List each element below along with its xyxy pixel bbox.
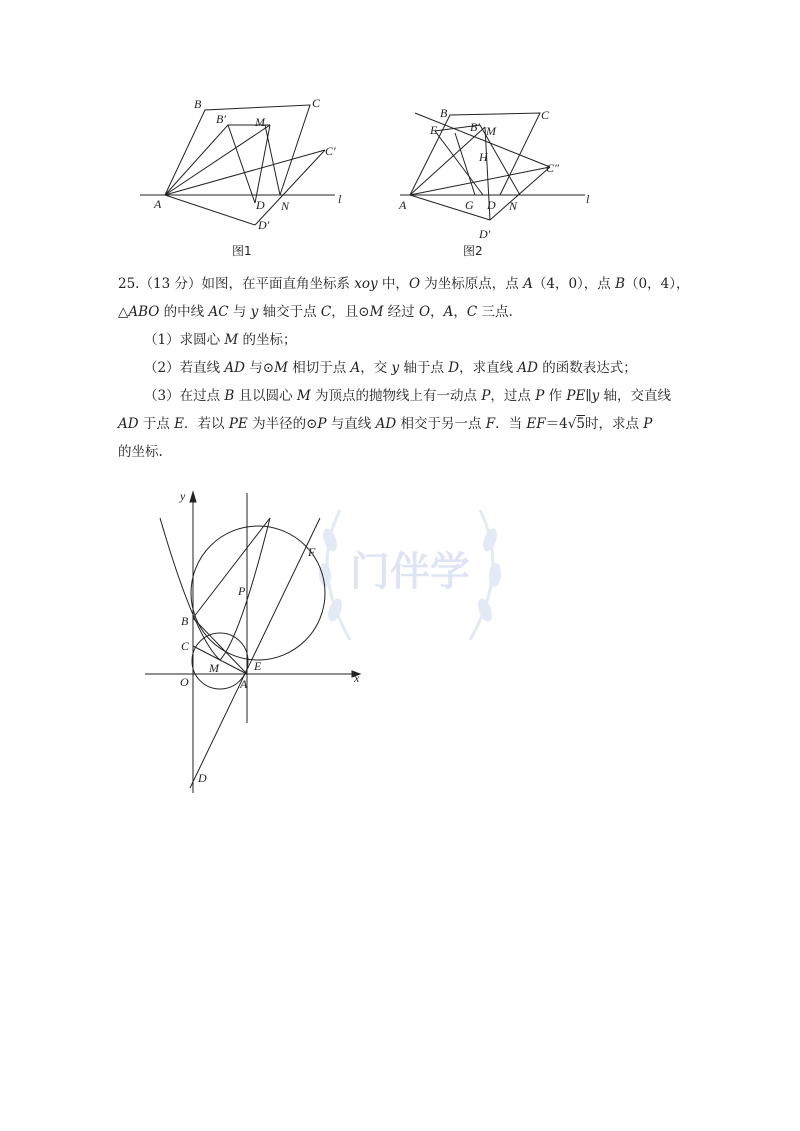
var: y <box>391 360 400 376</box>
problem-number: 25. <box>118 276 140 292</box>
var: EF <box>526 416 546 432</box>
fig2-label-N: N <box>509 199 518 213</box>
text: 中， <box>377 276 409 292</box>
text: ，交 <box>360 360 392 376</box>
var: D <box>448 360 460 376</box>
var: A <box>443 304 454 320</box>
question-3-line-3 <box>118 438 703 466</box>
var: PE <box>228 416 248 432</box>
var: M <box>296 388 311 404</box>
figure-1 <box>130 95 360 265</box>
var: P <box>317 416 327 432</box>
var: O <box>408 276 421 292</box>
var: xoy <box>354 276 378 292</box>
text: 相交于另一点 <box>396 416 486 432</box>
text: 与⊙ <box>244 360 275 376</box>
var: O <box>418 304 431 320</box>
var: F <box>485 416 496 432</box>
fig1-caption: 图1 <box>232 244 252 258</box>
fig2-label-C: C <box>541 108 550 122</box>
fig3-label-B: B <box>181 614 189 628</box>
text: 的坐标； <box>238 332 297 348</box>
var: M <box>369 304 384 320</box>
var: A <box>523 276 533 292</box>
text: ＝4√ <box>545 416 577 432</box>
fig1-label-D1: D′ <box>258 218 270 232</box>
text: （2）若直线 <box>144 360 225 376</box>
fig3-label-O: O <box>180 675 189 689</box>
text: △ <box>118 304 129 320</box>
text: 三点. <box>477 304 513 320</box>
fig3-label-y: y <box>180 489 186 503</box>
var: B <box>615 276 626 292</box>
text: （3）在过点 <box>144 388 225 404</box>
var: C <box>466 304 478 320</box>
fig1-label-D: D <box>256 198 265 212</box>
watermark-text: 门伴学 <box>350 549 470 595</box>
text: 与直线 <box>326 416 376 432</box>
text: ∥ <box>585 388 592 404</box>
text: 的中线 <box>159 304 209 320</box>
fig1-label-M: M <box>255 115 265 129</box>
problem-line-1 <box>118 270 703 298</box>
problem-score: （13 分） <box>139 276 202 292</box>
var: P <box>481 388 491 404</box>
problem-line-2 <box>118 298 703 326</box>
fig2-label-E: E <box>430 123 438 137</box>
var: ABO <box>128 304 160 320</box>
figure-3 <box>140 488 370 803</box>
text: 且以圆心 <box>234 388 297 404</box>
var: P <box>643 416 653 432</box>
var: M <box>224 332 239 348</box>
fig2-label-B1: B′ <box>470 120 480 134</box>
fig1-label-C: C <box>312 96 321 110</box>
fig2-label-G: G <box>465 198 474 212</box>
text: ， <box>430 304 444 320</box>
fig3-label-D: D <box>198 771 207 785</box>
text: 轴交于点 <box>258 304 321 320</box>
fig3-label-P: P <box>238 584 246 598</box>
text: 经过 <box>383 304 419 320</box>
fig2-label-D1: D′ <box>479 227 491 241</box>
fig3-label-x: x <box>354 671 360 685</box>
text: （0，4）， <box>625 276 690 292</box>
sqrt-radicand: 5 <box>576 416 585 432</box>
fig2-label-l: l <box>586 192 590 206</box>
var: y <box>591 388 600 404</box>
fig2-label-M: M <box>486 124 496 138</box>
fig1-label-B: B <box>194 97 202 111</box>
fig1-label-N: N <box>281 199 290 213</box>
var: E <box>174 416 185 432</box>
text: ，求直线 <box>459 360 518 376</box>
text: ，过点 <box>490 388 536 404</box>
fig3-label-A: A <box>240 677 248 691</box>
fig1-label-C1: C′ <box>325 144 336 158</box>
fig2-label-D: D <box>487 198 496 212</box>
var: AC <box>208 304 229 320</box>
fig3-label-F: F <box>308 545 316 559</box>
var: AD <box>224 360 245 376</box>
question-1 <box>118 326 703 354</box>
var: A <box>350 360 361 376</box>
fig3-label-E: E <box>254 659 262 673</box>
question-2 <box>118 354 703 382</box>
var: AD <box>118 416 139 432</box>
fig2-label-B: B <box>440 106 448 120</box>
fig1-label-l: l <box>338 192 342 206</box>
fig3-label-M: M <box>209 661 219 675</box>
text: ．当 <box>495 416 527 432</box>
text: 为坐标原点，点 <box>420 276 524 292</box>
text: 作 <box>544 388 567 404</box>
text: 轴，交直线 <box>599 388 672 404</box>
text: ．若以 <box>184 416 229 432</box>
question-3-line-1 <box>118 382 703 410</box>
text: ， <box>453 304 467 320</box>
fig3-label-C: C <box>181 639 190 653</box>
text: 的坐标. <box>118 444 163 460</box>
text: 与 <box>228 304 251 320</box>
fig2-label-C1: C″ <box>546 161 560 175</box>
text: 轴于点 <box>399 360 449 376</box>
var: C <box>320 304 332 320</box>
figure-2 <box>395 95 600 265</box>
text: （4，0），点 <box>532 276 616 292</box>
problem-25 <box>118 270 703 466</box>
var: B <box>224 388 235 404</box>
text: 如图，在平面直角坐标系 <box>201 276 355 292</box>
question-3-line-2 <box>118 410 703 438</box>
var: M <box>274 360 288 376</box>
text: ，且⊙ <box>331 304 370 320</box>
fig2-label-H: H <box>479 150 488 164</box>
fig2-label-A: A <box>399 198 407 212</box>
text: 为半径的⊙ <box>247 416 318 432</box>
fig2-caption: 图2 <box>463 244 483 258</box>
fig1-label-A: A <box>154 197 162 211</box>
fig1-label-B1: B′ <box>216 112 226 126</box>
text: 的函数表达式； <box>537 360 637 376</box>
text: 相切于点 <box>287 360 351 376</box>
text: 时，求点 <box>584 416 644 432</box>
var: y <box>250 304 259 320</box>
var: PE <box>566 388 586 404</box>
text: 为顶点的抛物线上有一动点 <box>310 388 482 404</box>
var: AD <box>517 360 538 376</box>
var: P <box>535 388 545 404</box>
text: 于点 <box>138 416 175 432</box>
text: （1）求圆心 <box>144 332 225 348</box>
var: AD <box>375 416 397 432</box>
